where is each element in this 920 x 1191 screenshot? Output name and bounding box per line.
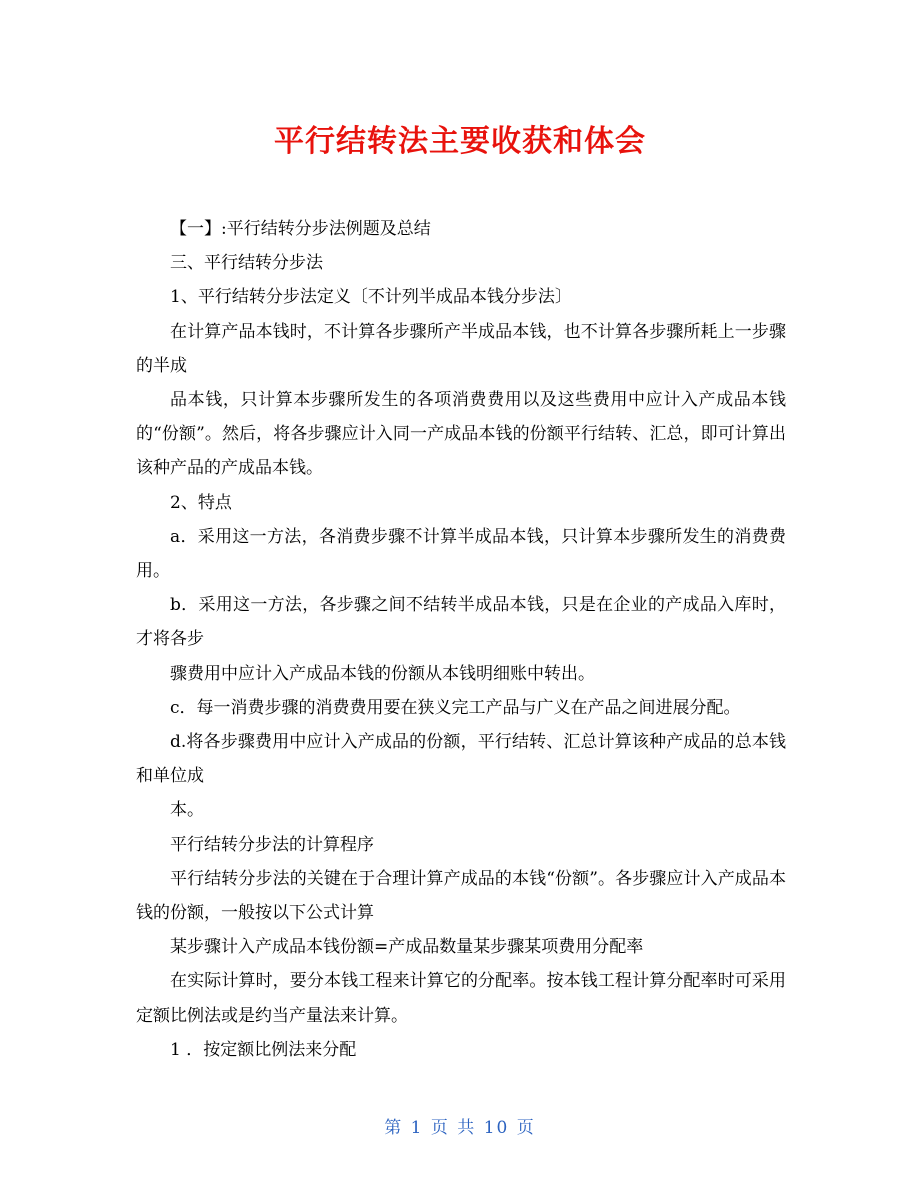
paragraph: 三、平行结转分步法 — [170, 253, 323, 274]
paragraph: 本。 — [170, 800, 204, 821]
paragraph: 平行结转分步法的关键在于合理计算产成品的本钱“份额”。各步骤应计入产成品本钱的份额，一般按以下公式计算 — [136, 868, 786, 924]
paragraph: 在计算产品本钱时，不计算各步骤所产半成品本钱，也不计算各步骤所耗上一步骤的半成 — [136, 321, 786, 376]
paragraph: c．每一消费步骤的消费费用要在狭义完工产品与广义在产品之间进展分配。 — [170, 697, 741, 718]
paragraph: b．采用这一方法，各步骤之间不结转半成品本钱，只是在企业的产成品入库时，才将各步 — [136, 595, 786, 650]
paragraph: 某步骤计入产成品本钱份额=产成品数量某步骤某项费用分配率 — [170, 937, 644, 958]
paragraph: 平行结转分步法的计算程序 — [170, 834, 374, 855]
page-number-footer: 第 1 页 共 10 页 — [384, 1118, 536, 1138]
paragraph: d.将各步骤费用中应计入产成品的份额，平行结转、汇总计算该种产成品的总本钱和单位成 — [136, 732, 786, 787]
paragraph: 在实际计算时，要分本钱工程来计算它的分配率。按本钱工程计算分配率时可采用定额比例法或是约当产量法来计算。 — [136, 971, 786, 1026]
paragraph: 2、特点 — [170, 492, 232, 513]
paragraph: 品本钱，只计算本步骤所发生的各项消费费用以及这些费用中应计入产成品本钱的“份额”。然后，将各步骤应计入同一产成品本钱的份额平行结转、汇总，即可计算出该种产品的产成品本钱。 — [136, 390, 786, 479]
paragraph: 1 ．按定额比例法来分配 — [170, 1039, 357, 1060]
document-title: 平行结转法主要收获和体会 — [274, 124, 646, 159]
paragraph: 【一】:平行结转分步法例题及总结 — [170, 219, 431, 239]
paragraph: 1、平行结转分步法定义〔不计列半成品本钱分步法〕 — [170, 287, 572, 308]
document-body — [136, 212, 786, 1067]
paragraph: 骤费用中应计入产成品本钱的份额从本钱明细账中转出。 — [170, 663, 595, 684]
paragraph: a．采用这一方法，各消费步骤不计算半成品本钱，只计算本步骤所发生的消费费用。 — [136, 526, 786, 582]
